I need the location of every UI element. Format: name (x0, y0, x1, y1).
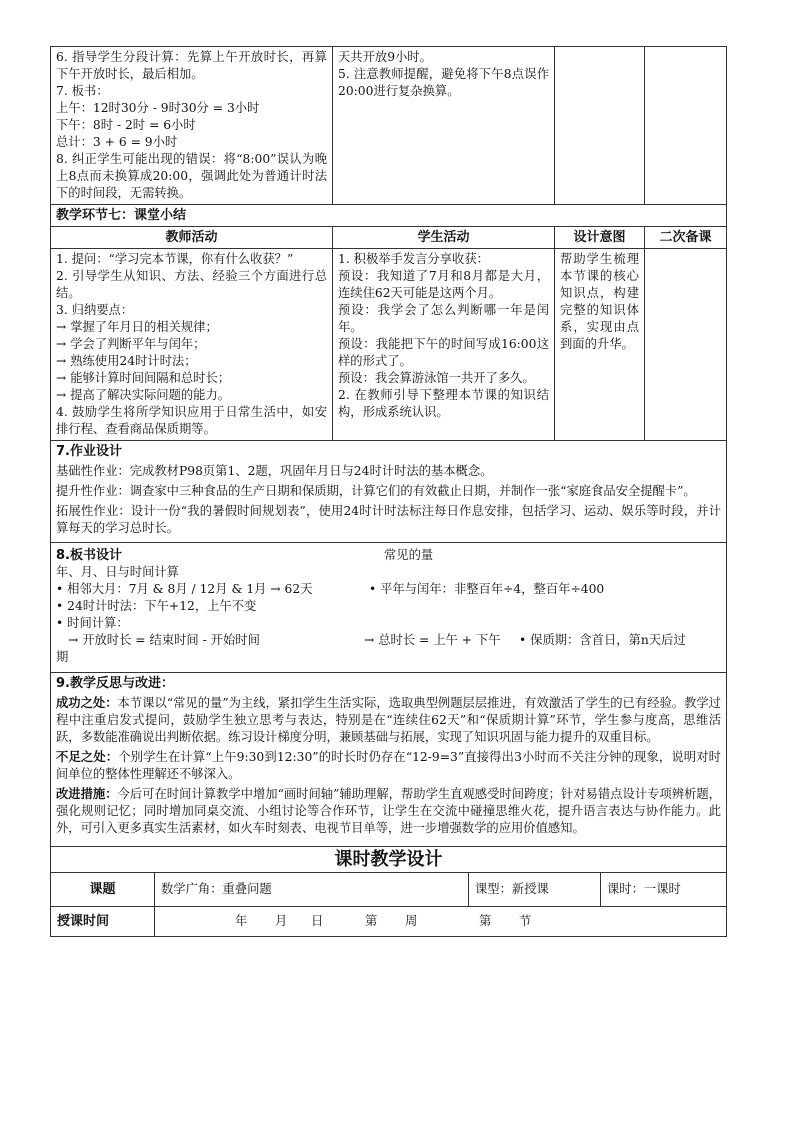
time-row (51, 907, 727, 937)
topic-label: 课题 (51, 873, 155, 907)
lesson-type: 课型：新授课 (469, 873, 601, 907)
lack-text: 个别学生在计算“上午9:30到12:30”的时长时仍存在“12-9=3”直接得出3小时而不关注分钟的现象，说明对时间单位的整体性理解还不够深入。 (56, 750, 721, 781)
time-value (155, 907, 727, 937)
board-title: 8.板书设计 (56, 548, 122, 563)
teacher-step-6: 6. 指导学生分段计算：先算上午开放时长，再算下午开放时长，最后相加。 (56, 50, 327, 81)
success-label: 成功之处： (56, 696, 118, 710)
summary-teacher-2: 2. 引导学生从知识、方法、经验三个方面进行总结。 (56, 269, 327, 300)
summary-student-2: 2. 在教师引导下整理本节课的知识结构，形成系统认识。 (338, 388, 549, 419)
revision-cell (645, 47, 727, 205)
lesson-title-row (51, 847, 727, 873)
time-month: 月 (275, 914, 288, 928)
header-revision: 二次备课 (645, 227, 727, 249)
board-line4-a: → 开放时长 = 结束时间 - 开始时间 (68, 633, 260, 647)
lesson-title: 课时教学设计 (51, 847, 727, 873)
homework-basic: 基础性作业：完成教材P98页第1、2题，巩固年月日与24时计时法的基本概念。 (56, 464, 493, 478)
section7-body-row (51, 249, 727, 441)
summary-preset-3: 预设：我能把下午的时间写成16:00这样的形式了。 (338, 337, 549, 368)
section7-title-row (51, 205, 727, 227)
summary-teacher-3: 3. 归纳要点： (56, 303, 134, 317)
summary-revision-cell (645, 249, 727, 441)
intent-cell (555, 47, 645, 205)
reflection-improve (56, 786, 721, 837)
summary-point-4: → 能够计算时间间隔和总时长； (56, 371, 231, 385)
time-di2: 第 (479, 914, 492, 928)
header-intent: 设计意图 (555, 227, 645, 249)
summary-intent-cell (555, 249, 645, 441)
board-morning: 上午：12时30分 - 9时30分 = 3小时 (56, 101, 260, 115)
summary-point-5: → 提高了解决实际问题的能力。 (56, 388, 231, 402)
summary-preset-2: 预设：我学会了怎么判断哪一年是闰年。 (338, 303, 549, 334)
teacher-activity-cell (51, 47, 333, 205)
homework-advanced: 提升性作业：调查家中三种食品的生产日期和保质期，计算它们的有效截止日期，并制作一张“家庭食品安全提醒卡”。 (56, 484, 696, 498)
time-day: 日 (311, 914, 324, 928)
summary-intent: 帮助学生梳理本节课的核心知识点，构建完整的知识体系，实现由点到面的升华。 (560, 252, 639, 351)
header-student: 学生活动 (333, 227, 555, 249)
board-line2: • 24时计时法：下午+12，上午不变 (56, 599, 257, 613)
continued-row (51, 47, 727, 205)
time-year: 年 (235, 914, 248, 928)
board-afternoon: 下午：8时 - 2时 = 6小时 (56, 118, 196, 132)
section7-title: 教学环节七：课堂小结 (51, 205, 727, 227)
summary-preset-4: 预设：我会算游泳馆一共开了多久。 (338, 371, 535, 385)
teacher-step-7: 7. 板书： (56, 84, 109, 98)
summary-point-1: → 掌握了年月日的相关规律； (56, 320, 218, 334)
header-teacher: 教师活动 (51, 227, 333, 249)
summary-point-3: → 熟练使用24时计时法； (56, 354, 197, 368)
success-text: 本节课以“常见的量”为主线，紧扣学生生活实际，选取典型例题层层推进，有效激活了学生的已有经验。教学过程中注重启发式提问，鼓励学生独立思考与表达，特别是在“连续住62天”和“保质期计算”环节，学生参与度高，思维活跃，多数能准确说出判断依据。练习设计梯度分明，兼顾基础与拓展，实现了知识巩固与能力提升的双重目标。 (56, 696, 721, 744)
improve-text: 今后可在时间计算教学中增加“画时间轴”辅助理解，帮助学生直观感受时间跨度；针对易错点设计专项辨析题，强化规则记忆；同时增加同桌交流、小组讨论等合作环节，让学生在交流中碰撞思维火花，提升语言表达与协作能力。此外，可引入更多真实生活素材，如火车时刻表、电视节目单等，进一步增强数学的应用价值感知。 (56, 787, 721, 835)
student-activity-cell (333, 47, 555, 205)
board-line1-right: • 平年与闰年：非整百年÷4，整百年÷400 (369, 582, 605, 596)
reflection-lack (56, 749, 721, 783)
lesson-header-table (50, 847, 727, 937)
time-label: 授课时间 (51, 907, 155, 937)
time-period: 节 (519, 914, 532, 928)
summary-student-1: 1. 积极举手发言分享收获： (338, 252, 489, 266)
board-row (51, 543, 727, 673)
reflection-section (51, 673, 727, 847)
board-center-title: 常见的量 (384, 548, 434, 562)
homework-row (51, 441, 727, 543)
teacher-step-8: 8. 纠正学生可能出现的错误：将“8:00”误认为晚上8点而未换算成20:00，强调此处为普通计时法下的时间段，无需转换。 (56, 152, 327, 200)
summary-teacher-cell (51, 249, 333, 441)
student-step-5: 5. 注意教师提醒，避免将下午8点误作20:00进行复杂换算。 (338, 67, 549, 98)
time-week: 周 (405, 914, 418, 928)
homework-title: 7.作业设计 (56, 444, 122, 459)
board-line5: 期 (56, 650, 69, 664)
summary-student-cell (333, 249, 555, 441)
lesson-table (50, 46, 727, 847)
student-line-1: 天共开放9小时。 (338, 50, 432, 64)
improve-label: 改进措施： (56, 787, 118, 801)
lesson-hours: 课时：一课时 (601, 873, 727, 907)
reflection-title: 9.教学反思与改进： (56, 676, 174, 691)
topic-value: 数学广角：重叠问题 (155, 873, 469, 907)
homework-section (51, 441, 727, 543)
homework-extended: 拓展性作业：设计一份“我的暑假时间规划表”，使用24时计时法标注每日作息安排，包括学习、运动、娱乐等时段，并计算每天的学习总时长。 (56, 504, 721, 535)
board-line4-c: • 保质期：含首日，第n天后过 (519, 633, 686, 647)
time-di1: 第 (365, 914, 378, 928)
reflection-row (51, 673, 727, 847)
board-subtitle: 年、月、日与时间计算 (56, 565, 179, 579)
board-line3: • 时间计算： (56, 616, 129, 630)
board-line1-left: • 相邻大月：7月 & 8月 / 12月 & 1月 → 62天 (56, 582, 313, 596)
document-page (50, 46, 726, 937)
board-line4-b: → 总时长 = 上午 + 下午 (364, 633, 501, 647)
lack-label: 不足之处： (56, 750, 119, 764)
summary-preset-1: 预设：我知道了7月和8月都是大月，连续住62天可能是这两个月。 (338, 269, 549, 300)
board-section (51, 543, 727, 673)
topic-row (51, 873, 727, 907)
summary-point-2: → 学会了判断平年与闰年； (56, 337, 206, 351)
board-total: 总计：3 + 6 = 9小时 (56, 135, 178, 149)
summary-teacher-4: 4. 鼓励学生将所学知识应用于日常生活中，如安排行程、查看商品保质期等。 (56, 405, 327, 436)
summary-teacher-1: 1. 提问：“学习完本节课，你有什么收获？” (56, 252, 294, 266)
reflection-success (56, 695, 721, 746)
section7-header-row (51, 227, 727, 249)
